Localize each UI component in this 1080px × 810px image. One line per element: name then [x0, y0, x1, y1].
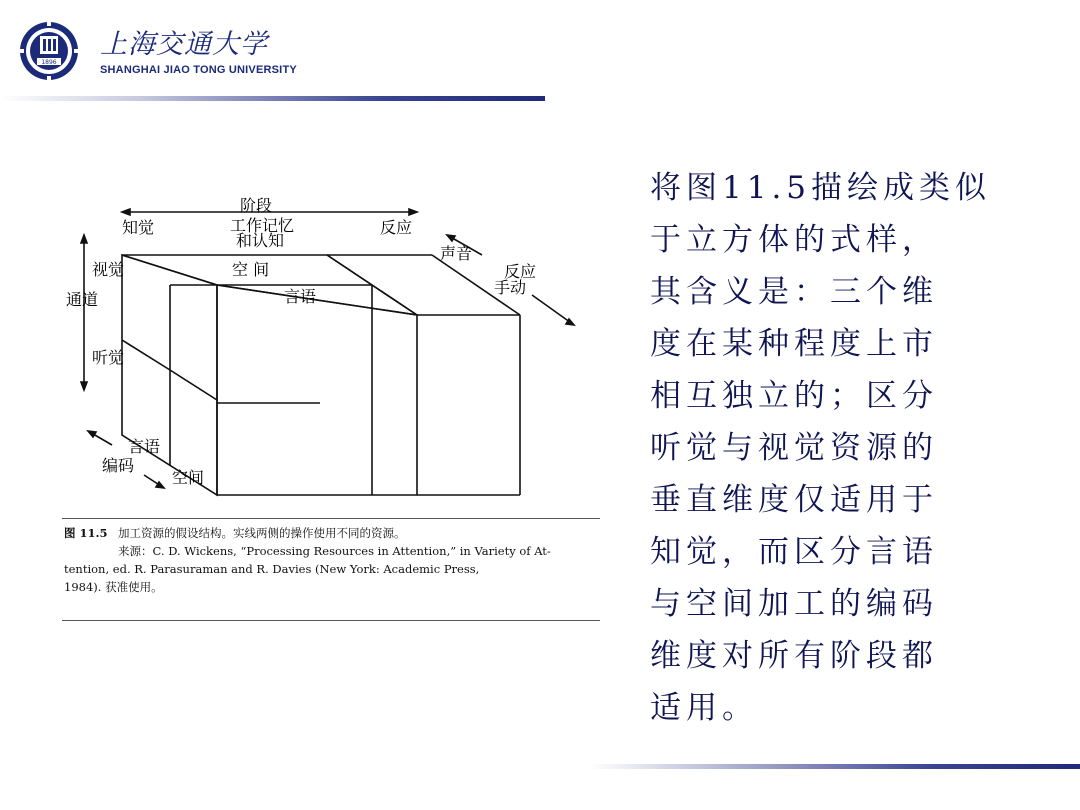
caption-title: 加工资源的假设结构。实线两侧的操作使用不同的资源。	[118, 526, 406, 540]
fig-response-manual: 手动	[494, 278, 527, 297]
explanation-line-6: 听觉与视觉资源的	[650, 430, 938, 466]
explanation-line-8: 知觉，而区分言语	[650, 534, 938, 570]
caption-source-1: 来源：C. D. Wickens, “Processing Resources in Attention,” in Variety of At-	[118, 544, 551, 558]
explanation-line-7: 垂直维度仅适用于	[650, 482, 938, 518]
fig-response-label: 反应	[504, 262, 537, 281]
fig-stage-response: 反应	[380, 218, 413, 237]
fig-code-verbal: 言语	[128, 437, 161, 456]
university-seal-logo	[18, 20, 80, 82]
fig-stage-cognition-1: 工作记忆	[230, 216, 295, 235]
fig-stage-perception: 知觉	[122, 218, 155, 237]
fig-code-spatial-top: 空 间	[232, 260, 270, 279]
fig-code-spatial: 空间	[172, 468, 205, 487]
fig-stages-label: 阶段	[240, 196, 273, 215]
explanation-line-1: 将图11.5描绘成类似	[650, 170, 992, 206]
fig-modality-visual: 视觉	[92, 260, 125, 279]
caption-title-row	[64, 524, 604, 542]
fig-code-label: 编码	[102, 456, 135, 475]
explanation-line-2: 于立方体的式样，	[650, 222, 938, 258]
caption-rule-bottom	[62, 620, 600, 621]
figure-caption	[64, 524, 604, 596]
fig-stage-cognition-2: 和认知	[236, 231, 285, 250]
logo-year: 1896	[41, 59, 57, 66]
footer-divider	[590, 764, 1080, 769]
university-name-en: SHANGHAI JIAO TONG UNIVERSITY	[100, 64, 297, 76]
explanation-text	[650, 162, 995, 734]
caption-label: 图 11.5	[64, 526, 108, 540]
explanation-line-10: 维度对所有阶段都	[650, 638, 938, 674]
explanation-line-11: 适用。	[650, 690, 758, 726]
caption-source-2: tention, ed. R. Parasuraman and R. Davies (New York: Academic Press,	[64, 562, 480, 576]
explanation-line-5: 相互独立的；区分	[650, 378, 938, 414]
explanation-line-9: 与空间加工的编码	[650, 586, 938, 622]
header-divider	[0, 96, 545, 101]
university-name-cn: 上海交通大学	[100, 29, 268, 60]
explanation-line-4: 度在某种程度上市	[650, 326, 938, 362]
fig-code-verbal-top: 言语	[284, 287, 317, 306]
fig-response-vocal: 声音	[440, 244, 473, 263]
explanation-line-3: 其含义是：三个维	[650, 274, 938, 310]
caption-source-3: 1984). 获准使用。	[64, 580, 163, 594]
fig-modality-auditory: 听觉	[92, 348, 125, 367]
caption-rule-top	[62, 518, 600, 519]
fig-modality-label: 通道	[66, 290, 99, 309]
